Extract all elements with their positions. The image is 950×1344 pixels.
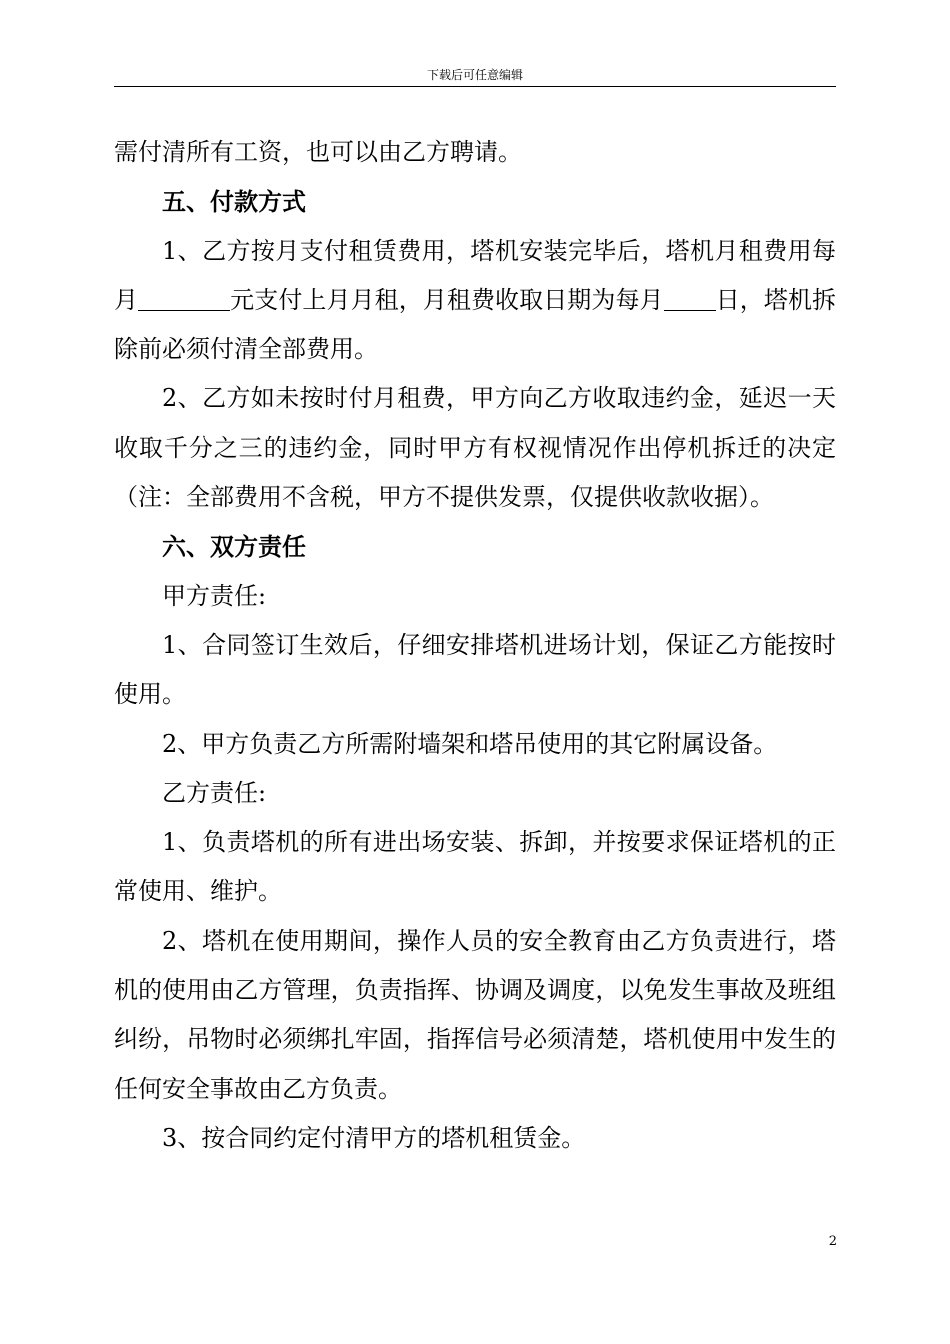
header-divider	[114, 86, 836, 87]
page-number: 2	[828, 1234, 837, 1249]
payment-item-2: 2、乙方如未按时付月租费，甲方向乙方收取违约金，延迟一天收取千分之三的违约金，同时甲方有权视情况作出停机拆迁的决定（注：全部费用不含税，甲方不提供发票，仅提供收款收据）。	[114, 384, 836, 512]
section-heading-payment: 五、付款方式	[162, 187, 306, 217]
party-b-item-2: 2、塔机在使用期间，操作人员的安全教育由乙方负责进行，塔机的使用由乙方管理，负责指挥、协调及调度，以免发生事故及班组纠纷，吊物时必须绑扎牢固，指挥信号必须清楚，塔机使用中发生的任何安全事故由乙方负责。	[114, 926, 836, 1103]
document-body	[114, 128, 836, 1163]
payment-item-1-text-b: 元支付上月月租，月租费收取日期为每月	[230, 285, 664, 314]
party-b-item-3: 3、按合同约定付清甲方的塔机租赁金。	[162, 1123, 586, 1152]
collection-day-blank	[664, 286, 716, 311]
party-a-title: 甲方责任:	[162, 581, 267, 610]
party-b-item-1: 1、负责塔机的所有进出场安装、拆卸，并按要求保证塔机的正常使用、维护。	[114, 828, 836, 906]
monthly-fee-blank	[138, 286, 230, 311]
party-a-item-2: 2、甲方负责乙方所需附墙架和塔吊使用的其它附属设备。	[162, 729, 778, 758]
party-b-title: 乙方责任:	[162, 778, 267, 807]
payment-item-1-text-c: 日，塔机拆除前必须付清全部费用。	[114, 285, 837, 364]
payment-item-1-text-a: 1、乙方按月支付租赁费用，塔机安装完毕后，塔机月租费用每月	[114, 236, 836, 314]
continued-line: 需付清所有工资，也可以由乙方聘请。	[114, 138, 522, 166]
payment-item-1	[114, 227, 836, 375]
header-note: 下载后可任意编辑	[426, 68, 523, 82]
party-a-item-1: 1、合同签订生效后，仔细安排塔机进场计划，保证乙方能按时使用。	[114, 630, 836, 709]
section-heading-responsibilities: 六、双方责任	[162, 532, 306, 562]
